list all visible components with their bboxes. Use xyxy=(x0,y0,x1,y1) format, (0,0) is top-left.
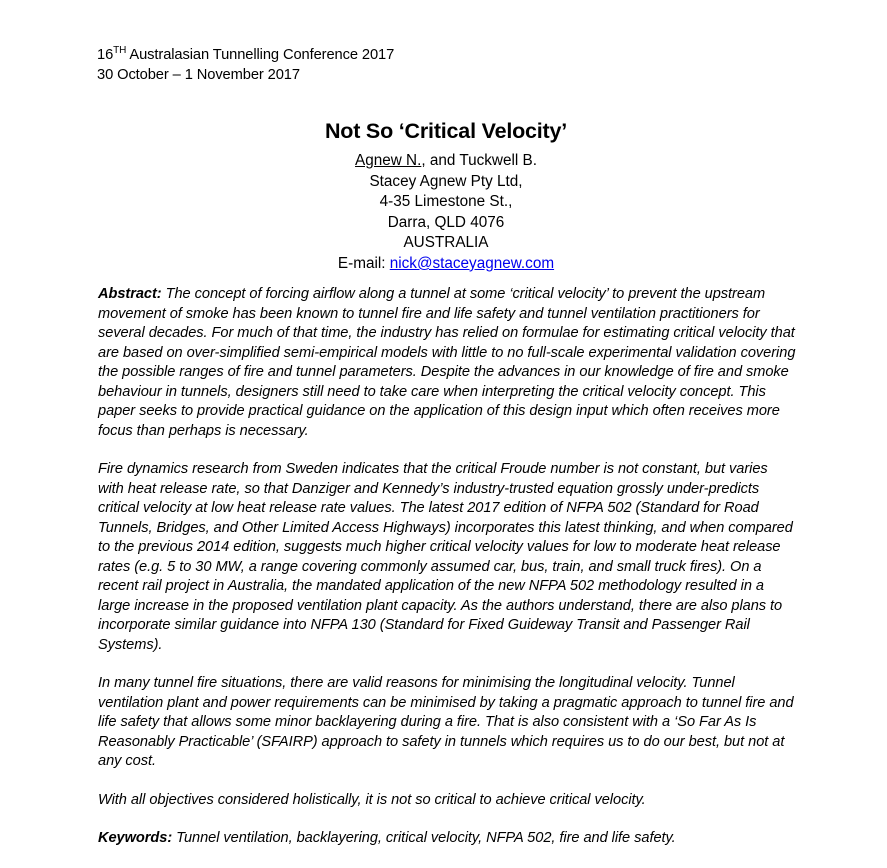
abstract-text: The concept of forcing airflow along a tunnel at some ‘critical velocity’ to prevent the upstream movement of smoke has been known to tunnel fire and life safety and tunnel ventilation practitioners for several decades. For much of that time, the industry has relied on formulae for estimating critical velocity that are based on over-simplified semi-empirical models with little to no full-scale experimental validation covering the possible ranges of fire and tunnel parameters. Despite the advances in our knowledge of fire and smoke behaviour in tunnels, designers still need to take care when interpreting the critical velocity concept. This paper seeks to provide practical guidance on the application of this design input which often receives more focus than perhaps is necessary. xyxy=(98,286,796,439)
abstract-paragraph xyxy=(98,285,797,441)
conference-name: Australasian Tunnelling Conference 2017 xyxy=(126,47,395,63)
email-link[interactable]: nick@staceyagnew.com xyxy=(389,254,555,272)
abstract-label: Abstract: xyxy=(98,286,162,302)
paragraph-two: Fire dynamics research from Sweden indicates that the critical Froude number is not constant, but varies with heat release rate, so that Danziger and Kennedy’s industry-trusted equation grossly under-predicts critical velocity at low heat release rate values. The latest 2017 edition of NFPA 502 (Standard for Road Tunnels, Bridges, and Other Limited Access Highways) incorporates this latest thinking, and when compared to the previous 2014 edition, suggests much higher critical velocity values for low to moderate heat release rates (e.g. 5 to 30 MW, a range covering commonly assumed car, bus, train, and small truck fires). On a recent rail project in Australia, the mandated application of the new NFPA 502 methodology resulted in a large increase in the proposed ventilation plant capacity. As the authors understand, there are also plans to incorporate similar guidance into NFPA 130 (Standard for Fixed Guideway Transit and Passenger Rail Systems). xyxy=(98,461,793,653)
running-header xyxy=(97,46,797,85)
street-address-line: 4-35 Limestone St., xyxy=(379,193,513,211)
title-block xyxy=(97,118,795,144)
abstract-body xyxy=(98,285,797,868)
email-label: E-mail: xyxy=(337,254,390,272)
paragraph-four: With all objectives considered holistically, it is not so critical to achieve critical velocity. xyxy=(98,791,646,808)
paragraph-three: In many tunnel fire situations, there are valid reasons for minimising the longitudinal velocity. Tunnel ventilation plant and power requirements can be minimised by taking a pragmatic approach to tunnel fire and life safety that allows some minor backlayering during a fire. That is also consistent with a ‘So Far As Is Reasonably Practicable’ (SFAIRP) approach to safety in tunnels which requires us to do our best, but not at any cost. xyxy=(98,675,794,769)
coauthor-names: , and Tuckwell B. xyxy=(421,152,537,169)
email-line xyxy=(97,254,795,275)
ordinal-suffix: TH xyxy=(113,45,127,57)
organisation-line: Stacey Agnew Pty Ltd, xyxy=(369,172,523,190)
keywords-label: Keywords: xyxy=(98,830,173,846)
conference-line xyxy=(97,46,797,66)
city-state-postcode-line: Darra, QLD 4076 xyxy=(387,213,505,231)
conference-date-line: 30 October – 1 November 2017 xyxy=(97,66,300,83)
page-title: Not So ‘Critical Velocity’ xyxy=(324,119,568,143)
keywords-paragraph xyxy=(98,829,797,849)
keywords-text: Tunnel ventilation, backlayering, critical velocity, NFPA 502, fire and life safety. xyxy=(172,830,676,846)
primary-author-name: Agnew N. xyxy=(355,152,422,169)
country-line: AUSTRALIA xyxy=(403,234,489,252)
author-line xyxy=(97,151,795,172)
author-affiliation-block xyxy=(97,151,795,275)
conference-number: 16 xyxy=(97,47,114,63)
